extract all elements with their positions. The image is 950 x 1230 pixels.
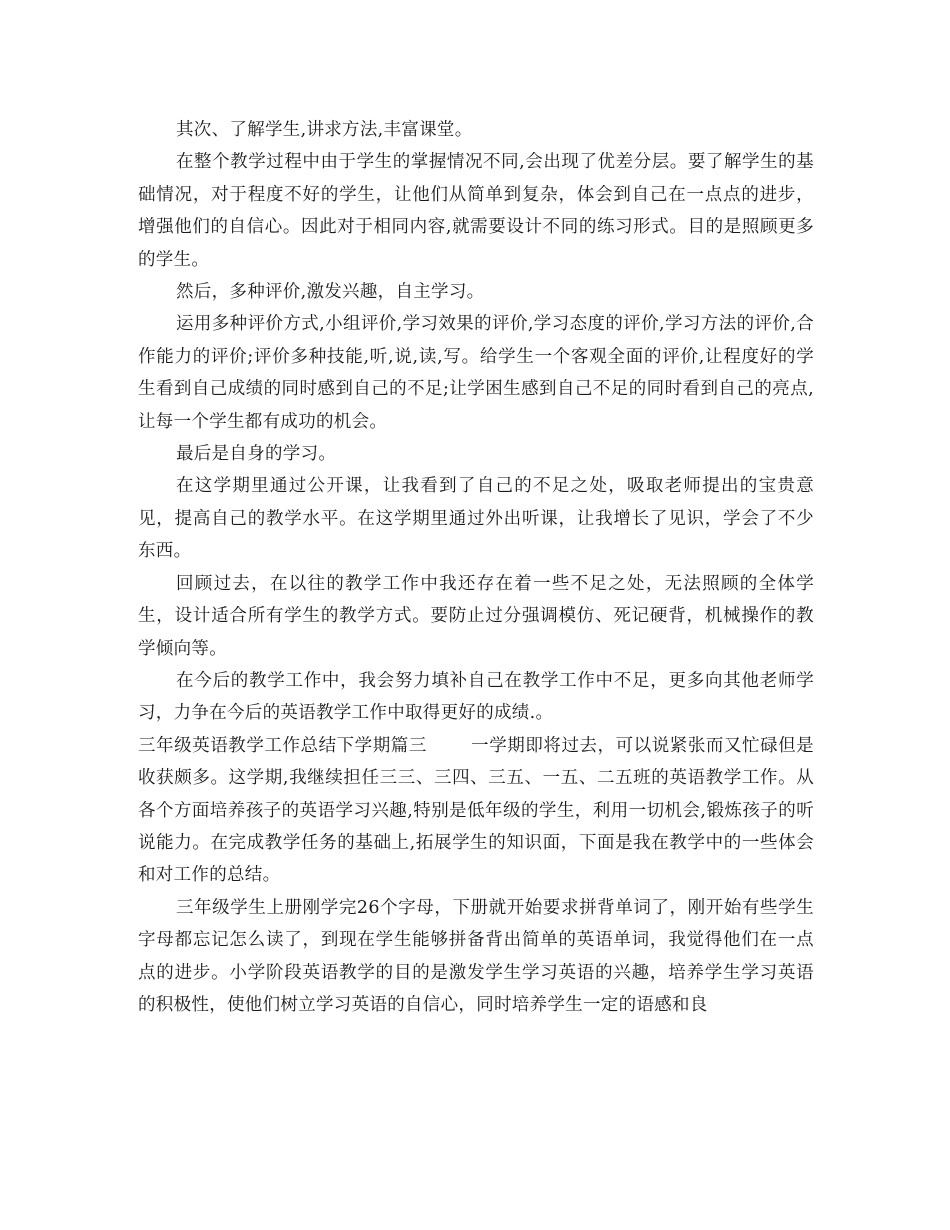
paragraph: 在今后的教学工作中，我会努力填补自己在教学工作中不足，更多向其他老师学习，力争在今后的英语教学工作中取得更好的成绩.。: [138, 670, 814, 724]
section-heading: 三年级英语教学工作总结下学期篇三: [138, 735, 427, 756]
paragraph: 最后是自身的学习。: [176, 444, 337, 465]
document-body: [138, 114, 814, 1021]
section-intro: 一学期即将过去，可以说紧张而又忙碌但是收获颇多。这学期,我继续担任三三、三四、三五、一五、二五班的英语教学工作。从各个方面培养孩子的英语学习兴趣,特别是低年级的学生，利用一切机会,锻炼孩子的听说能力。在完成教学任务的基础上,拓展学生的知识面，下面是我在教学中的一些体会和对工作的总结。: [138, 735, 814, 886]
paragraph: 在整个教学过程中由于学生的掌握情况不同,会出现了优差分层。要了解学生的基础情况，对于程度不好的学生，让他们从简单到复杂，体会到自己在一点点的进步，增强他们的自信心。因此对于相同内容,就需要设计不同的练习形式。目的是照顾更多的学生。: [138, 152, 814, 270]
paragraph: 三年级学生上册刚学完26个字母，下册就开始要求拼背单词了，刚开始有些学生字母都忘记怎么读了，到现在学生能够拼备背出简单的英语单词，我觉得他们在一点点的进步。小学阶段英语教学的目的是激发学生学习英语的兴趣，培养学生学习英语的积极性，使他们树立学习英语的自信心，同时培养学生一定的语感和良: [138, 897, 814, 1015]
paragraph: 在这学期里通过公开课，让我看到了自己的不足之处，吸取老师提出的宝贵意见，提高自己的教学水平。在这学期里通过外出听课，让我增长了见识，学会了不少东西。: [138, 476, 814, 562]
paragraph: 其次、了解学生,讲求方法,丰富课堂。: [176, 120, 473, 140]
paragraph: 运用多种评价方式,小组评价,学习效果的评价,学习态度的评价,学习方法的评价,合作能力的评价;评价多种技能,听,说,读,写。给学生一个客观全面的评价,让程度好的学生看到自己成绩的同时感到自己的不足;让学困生感到自己不足的同时看到自己的亮点,让每一个学生都有成功的机会。: [138, 314, 814, 432]
paragraph: 回顾过去，在以往的教学工作中我还存在着一些不足之处，无法照顾的全体学生，设计适合所有学生的教学方式。要防止过分强调模仿、死记硬背，机械操作的教学倾向等。: [138, 573, 814, 659]
section-paragraph: [138, 730, 814, 892]
paragraph: 然后，多种评价,激发兴趣，自主学习。: [176, 282, 485, 303]
